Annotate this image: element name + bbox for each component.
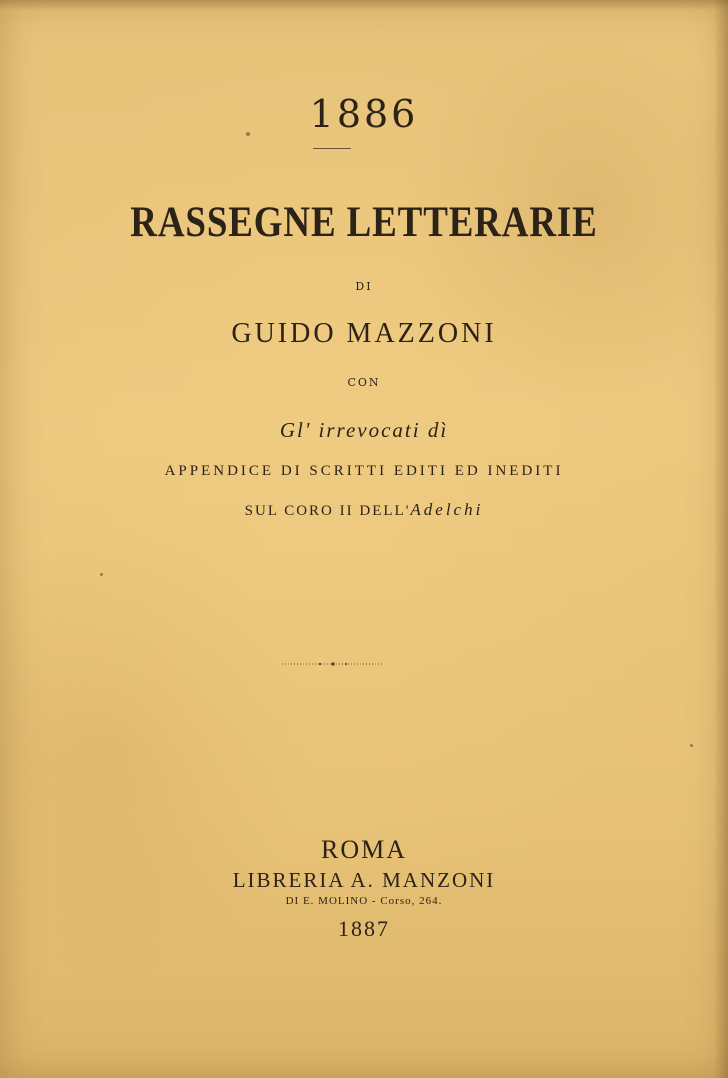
publication-city: ROMA [320,835,407,864]
author-name: GUIDO MAZZONI [231,318,497,349]
publisher-name: LIBRERIA A. MANZONI [232,868,496,892]
by-label: DI [355,280,373,293]
book-title: RASSEGNE LETTERARIE [130,199,598,246]
ornamental-divider [280,660,386,668]
foxing-spot [690,744,693,747]
subtitle: Gl' irrevocati dì [279,418,449,442]
publication-year: 1887 [338,916,390,941]
appendix-line-2-prefix: SUL CORO II DELL' [244,503,411,519]
paper-edge-top [0,0,728,10]
appendix-line-1: APPENDICE DI SCRITTI EDITI ED INEDITI [164,463,564,479]
short-rule [313,148,351,149]
foxing-spot [100,573,103,576]
publisher-address: DI E. MOLINO - Corso, 264. [285,895,443,907]
cover-year-top: 1886 [309,92,419,136]
appendix-line-2 [0,500,728,520]
with-label: CON [347,376,381,389]
appendix-work-title: Adelchi [410,500,484,519]
